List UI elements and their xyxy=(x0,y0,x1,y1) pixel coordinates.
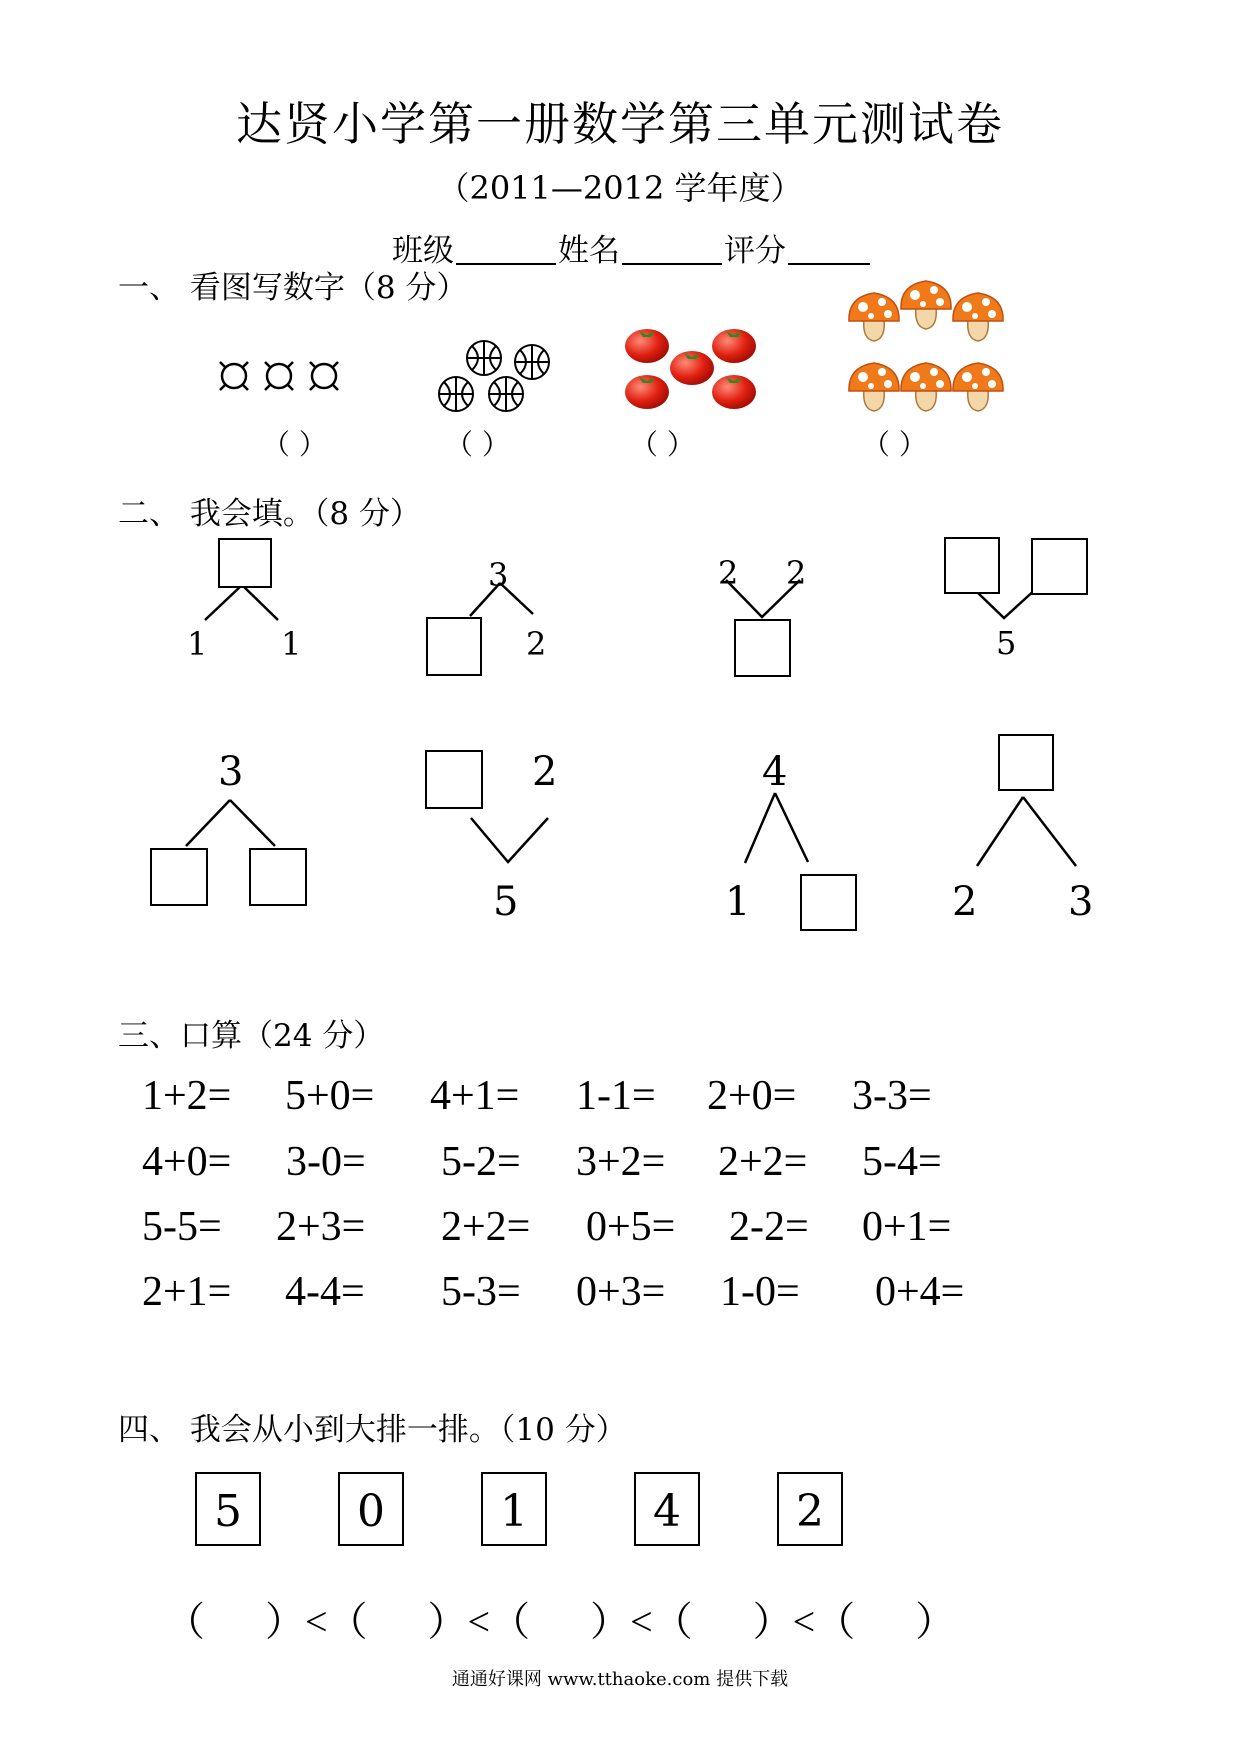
equation: 3-3= xyxy=(852,1073,932,1119)
tomato-icon xyxy=(670,351,714,385)
basketball-icon xyxy=(515,345,549,379)
bond-number: 4 xyxy=(762,749,788,795)
equation: 5+0= xyxy=(285,1073,375,1119)
equation: 0+5= xyxy=(586,1204,676,1250)
mushroom-icon xyxy=(953,293,1003,341)
footer-credit: 通通好课网 www.tthaoke.com 提供下载 xyxy=(451,1669,789,1690)
mushroom-icon xyxy=(953,363,1003,411)
candy-icon xyxy=(220,362,248,390)
mushroom-icon xyxy=(901,281,951,329)
equation: 2-2= xyxy=(729,1204,809,1250)
bond-number: 2 xyxy=(952,879,978,925)
name-label: 姓名 xyxy=(558,233,620,269)
equation: 4+0= xyxy=(142,1139,232,1185)
equation: 0+1= xyxy=(862,1204,952,1250)
answer-paren-candy[interactable]: （ ） xyxy=(262,428,327,461)
answer-paren-tomato[interactable]: （ ） xyxy=(630,428,695,461)
score-blank[interactable] xyxy=(788,235,870,265)
bond-number: 2 xyxy=(786,554,807,592)
number-card: 1 xyxy=(481,1472,547,1546)
tomato-icon xyxy=(712,329,756,363)
mushroom-icon xyxy=(849,363,899,411)
equation: 5-3= xyxy=(441,1269,521,1315)
equation: 4-4= xyxy=(285,1269,365,1315)
school-year: （2011—2012 学年度） xyxy=(437,169,803,207)
mushroom-icon xyxy=(849,293,899,341)
equation: 3+2= xyxy=(576,1139,666,1185)
equation: 1+2= xyxy=(142,1073,232,1119)
bond-box[interactable] xyxy=(944,537,1000,594)
equation: 1-1= xyxy=(576,1073,656,1119)
basketball-icon xyxy=(467,341,501,375)
bond-number: 3 xyxy=(1068,879,1094,925)
bond-box[interactable] xyxy=(150,848,208,906)
bond-number: 2 xyxy=(526,625,547,663)
section3-heading: 三、口算（24 分） xyxy=(118,1018,385,1054)
equation: 5-4= xyxy=(862,1139,942,1185)
tomato-icon xyxy=(625,375,669,409)
answer-paren-basketball[interactable]: （ ） xyxy=(445,428,510,461)
bond-box[interactable] xyxy=(425,750,483,809)
bond-number: 5 xyxy=(493,879,519,925)
bond-box[interactable] xyxy=(249,848,307,906)
section4-heading: 四、 我会从小到大排一排。（10 分） xyxy=(118,1412,627,1448)
equation: 2+1= xyxy=(142,1269,232,1315)
answer-paren-mushroom[interactable]: （ ） xyxy=(862,428,927,461)
bond-number: 1 xyxy=(187,625,208,663)
bond-box[interactable] xyxy=(426,617,482,676)
equation: 2+2= xyxy=(718,1139,808,1185)
bond-box[interactable] xyxy=(218,538,272,588)
bond-number: 1 xyxy=(725,879,751,925)
candy-icon xyxy=(265,362,293,390)
basketball-icon xyxy=(439,377,473,411)
tomato-icon xyxy=(625,329,669,363)
bond-box[interactable] xyxy=(734,619,791,677)
score-label: 评分 xyxy=(724,233,786,269)
class-blank[interactable] xyxy=(456,235,556,265)
bond-number: 2 xyxy=(532,749,558,795)
equation: 2+0= xyxy=(707,1073,797,1119)
mushroom-icon xyxy=(901,363,951,411)
section2-heading: 二、 我会填。（8 分） xyxy=(118,496,421,532)
class-label: 班级 xyxy=(392,233,454,269)
tomato-group xyxy=(622,322,762,414)
candy-group xyxy=(212,354,346,398)
candy-icon xyxy=(310,362,338,390)
mushroom-group xyxy=(848,275,1004,429)
bond-number: 5 xyxy=(996,624,1017,662)
number-card: 4 xyxy=(634,1472,700,1546)
bond-box[interactable] xyxy=(998,734,1054,791)
equation: 5-5= xyxy=(142,1204,222,1250)
page-title: 达贤小学第一册数学第三单元测试卷 xyxy=(236,97,1004,151)
equation: 4+1= xyxy=(430,1073,520,1119)
ordering-answer-line[interactable]: （ ）<（ ）<（ ）<（ ）<（ ） xyxy=(165,1599,956,1644)
number-card: 0 xyxy=(338,1472,404,1546)
bond-number: 3 xyxy=(218,749,244,795)
bond-box[interactable] xyxy=(1031,538,1088,595)
basketball-group xyxy=(436,338,556,422)
equation: 0+3= xyxy=(576,1269,666,1315)
number-card: 2 xyxy=(777,1472,843,1546)
equation: 5-2= xyxy=(441,1139,521,1185)
equation: 2+2= xyxy=(441,1204,531,1250)
equation: 0+4= xyxy=(875,1269,965,1315)
basketball-icon xyxy=(489,377,523,411)
section1-heading: 一、 看图写数字（8 分） xyxy=(118,270,468,306)
bond-number: 2 xyxy=(718,554,739,592)
number-card: 5 xyxy=(195,1472,261,1546)
tomato-icon xyxy=(712,375,756,409)
bond-box[interactable] xyxy=(800,874,857,931)
name-blank[interactable] xyxy=(622,235,722,265)
bond-number: 1 xyxy=(281,625,302,663)
equation: 2+3= xyxy=(276,1204,366,1250)
bond-number: 3 xyxy=(488,556,509,594)
equation: 3-0= xyxy=(286,1139,366,1185)
equation: 1-0= xyxy=(720,1269,800,1315)
